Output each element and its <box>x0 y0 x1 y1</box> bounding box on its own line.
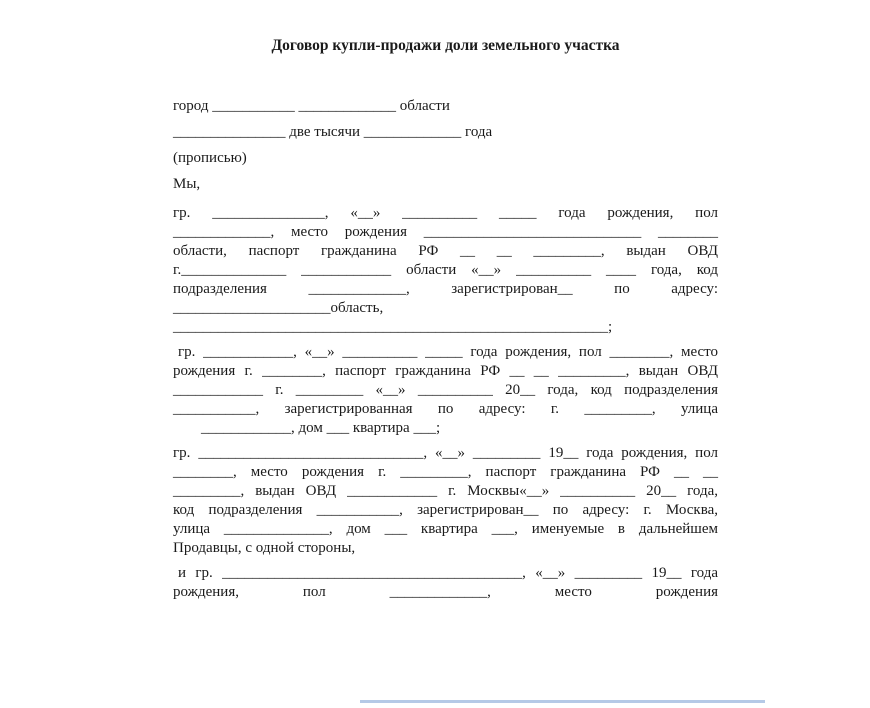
seller2-line: рождения г. ________, паспорт гражданина РФ __ __ _________, выдан ОВД <box>173 363 718 379</box>
seller1-line: _____________, место рождения _____________________________ ________ <box>173 224 718 240</box>
seller1-line: г.______________ ____________ области «__» __________ ____ года, код <box>173 262 718 278</box>
seller1-line: области, паспорт гражданина РФ __ __ _________, выдан ОВД <box>173 243 718 259</box>
seller2-line: ____________ г. _________ «__» __________ 20__ года, код подразделения <box>173 382 718 398</box>
seller2-line: ___________, зарегистрированная по адресу: г. _________, улица <box>173 401 718 417</box>
line-city-blank: город ___________ _____________ области <box>173 98 450 114</box>
paragraph-buyer <box>173 564 718 602</box>
line-date-blank: _______________ две тысячи _____________ года <box>173 124 493 140</box>
seller1-line: _____________________область, <box>173 300 384 316</box>
document-page <box>173 36 718 608</box>
buyer-line: рождения, пол _____________, место рождения <box>173 584 718 600</box>
seller2-line: гр. ____________, «__» __________ _____ года рождения, пол ________, место <box>178 344 718 360</box>
bottom-divider-line <box>360 700 765 703</box>
seller1-line: __________________________________________________________; <box>173 319 613 335</box>
seller3-line: ________, место рождения г. _________, паспорт гражданина РФ __ __ <box>173 464 718 480</box>
seller3-line: улица ______________, дом ___ квартира ___, именуемые в дальнейшем <box>173 521 718 537</box>
seller3-line: код подразделения ___________, зарегистрирован__ по адресу: г. Москва, <box>173 502 718 518</box>
paragraph-seller-3 <box>173 444 718 558</box>
buyer-line: и гр. ________________________________________, «__» _________ 19__ года <box>178 565 718 581</box>
paragraph-seller-2 <box>173 343 718 438</box>
seller2-line: ____________, дом ___ квартира ___; <box>201 420 441 436</box>
intro-section <box>173 96 718 194</box>
seller3-line: Продавцы, с одной стороны, <box>173 540 356 556</box>
seller1-line: подразделения _____________, зарегистрирован__ по адресу: <box>173 281 718 297</box>
line-we: Мы, <box>173 176 201 192</box>
paragraph-seller-1 <box>173 204 718 337</box>
seller3-line: гр. ______________________________, «__» _________ 19__ года рождения, пол <box>173 445 718 461</box>
line-propisyu: (прописью) <box>173 150 247 166</box>
document-title: Договор купли-продажи доли земельного участка <box>271 37 620 54</box>
seller3-line: _________, выдан ОВД ____________ г. Москвы«__» __________ 20__ года, <box>173 483 718 499</box>
seller1-line: гр. _______________, «__» __________ _____ года рождения, пол <box>173 205 718 221</box>
